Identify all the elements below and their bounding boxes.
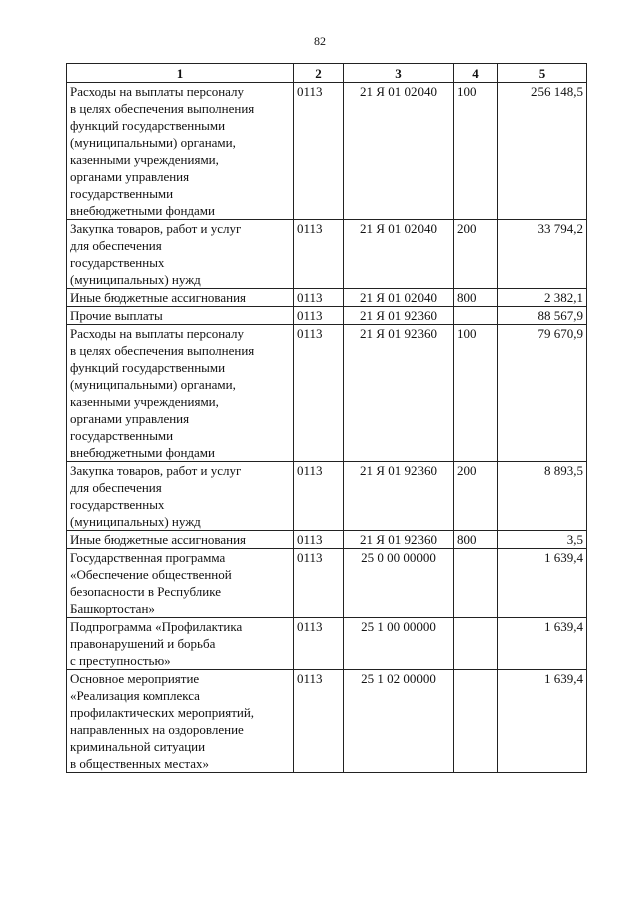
cell-amount: 2 382,1 (498, 289, 587, 307)
cell-amount: 33 794,2 (498, 220, 587, 289)
cell-target-article: 21 Я 01 92360 (344, 462, 454, 531)
cell-code: 0113 (294, 531, 344, 549)
cell-name: Прочие выплаты (67, 307, 294, 325)
cell-expense-type: 800 (454, 531, 498, 549)
cell-name: Расходы на выплаты персоналу в целях обеспечения выполнения функций государственными (муниципальными) органами, казенными учреждениями, органами управления государственными внебюджетными фондами (67, 83, 294, 220)
cell-name: Закупка товаров, работ и услуг для обеспечения государственных (муниципальных) нужд (67, 462, 294, 531)
cell-target-article: 25 1 02 00000 (344, 670, 454, 773)
cell-name: Расходы на выплаты персоналу в целях обеспечения выполнения функций государственными (муниципальными) органами, казенными учреждениями, органами управления государственными внебюджетными фондами (67, 325, 294, 462)
cell-name: Закупка товаров, работ и услуг для обеспечения государственных (муниципальных) нужд (67, 220, 294, 289)
header-row (67, 64, 587, 83)
cell-amount: 8 893,5 (498, 462, 587, 531)
header-col-1: 1 (67, 64, 294, 83)
cell-expense-type (454, 618, 498, 670)
cell-code: 0113 (294, 289, 344, 307)
cell-expense-type: 200 (454, 220, 498, 289)
table-row (67, 220, 587, 289)
cell-expense-type (454, 307, 498, 325)
cell-expense-type (454, 670, 498, 773)
cell-name: Иные бюджетные ассигнования (67, 289, 294, 307)
cell-amount: 1 639,4 (498, 670, 587, 773)
header-col-2: 2 (294, 64, 344, 83)
cell-target-article: 21 Я 01 92360 (344, 531, 454, 549)
table-row (67, 307, 587, 325)
cell-expense-type: 200 (454, 462, 498, 531)
cell-code: 0113 (294, 618, 344, 670)
cell-target-article: 21 Я 01 02040 (344, 220, 454, 289)
cell-amount: 79 670,9 (498, 325, 587, 462)
cell-amount: 1 639,4 (498, 549, 587, 618)
cell-expense-type (454, 549, 498, 618)
cell-target-article: 25 1 00 00000 (344, 618, 454, 670)
cell-expense-type: 100 (454, 83, 498, 220)
cell-name: Подпрограмма «Профилактика правонарушений и борьба с преступностью» (67, 618, 294, 670)
header-col-5: 5 (498, 64, 587, 83)
cell-name: Государственная программа «Обеспечение общественной безопасности в Республике Башкортостан» (67, 549, 294, 618)
cell-amount: 256 148,5 (498, 83, 587, 220)
header-col-4: 4 (454, 64, 498, 83)
header-col-3: 3 (344, 64, 454, 83)
cell-code: 0113 (294, 670, 344, 773)
table-row (67, 462, 587, 531)
cell-code: 0113 (294, 325, 344, 462)
cell-expense-type: 800 (454, 289, 498, 307)
cell-code: 0113 (294, 462, 344, 531)
budget-table (66, 63, 587, 773)
cell-name: Иные бюджетные ассигнования (67, 531, 294, 549)
cell-target-article: 21 Я 01 92360 (344, 325, 454, 462)
table-row (67, 618, 587, 670)
cell-amount: 88 567,9 (498, 307, 587, 325)
cell-amount: 3,5 (498, 531, 587, 549)
cell-code: 0113 (294, 220, 344, 289)
table-row (67, 531, 587, 549)
cell-name: Основное мероприятие «Реализация комплекса профилактических мероприятий, направленных на оздоровление криминальной ситуации в общественных местах» (67, 670, 294, 773)
cell-expense-type: 100 (454, 325, 498, 462)
cell-code: 0113 (294, 307, 344, 325)
cell-target-article: 21 Я 01 92360 (344, 307, 454, 325)
cell-target-article: 21 Я 01 02040 (344, 289, 454, 307)
cell-target-article: 25 0 00 00000 (344, 549, 454, 618)
table-row (67, 670, 587, 773)
table-row (67, 83, 587, 220)
table-row (67, 325, 587, 462)
cell-target-article: 21 Я 01 02040 (344, 83, 454, 220)
table-row (67, 289, 587, 307)
cell-code: 0113 (294, 83, 344, 220)
cell-code: 0113 (294, 549, 344, 618)
page-number: 82 (314, 34, 326, 48)
cell-amount: 1 639,4 (498, 618, 587, 670)
table-row (67, 549, 587, 618)
